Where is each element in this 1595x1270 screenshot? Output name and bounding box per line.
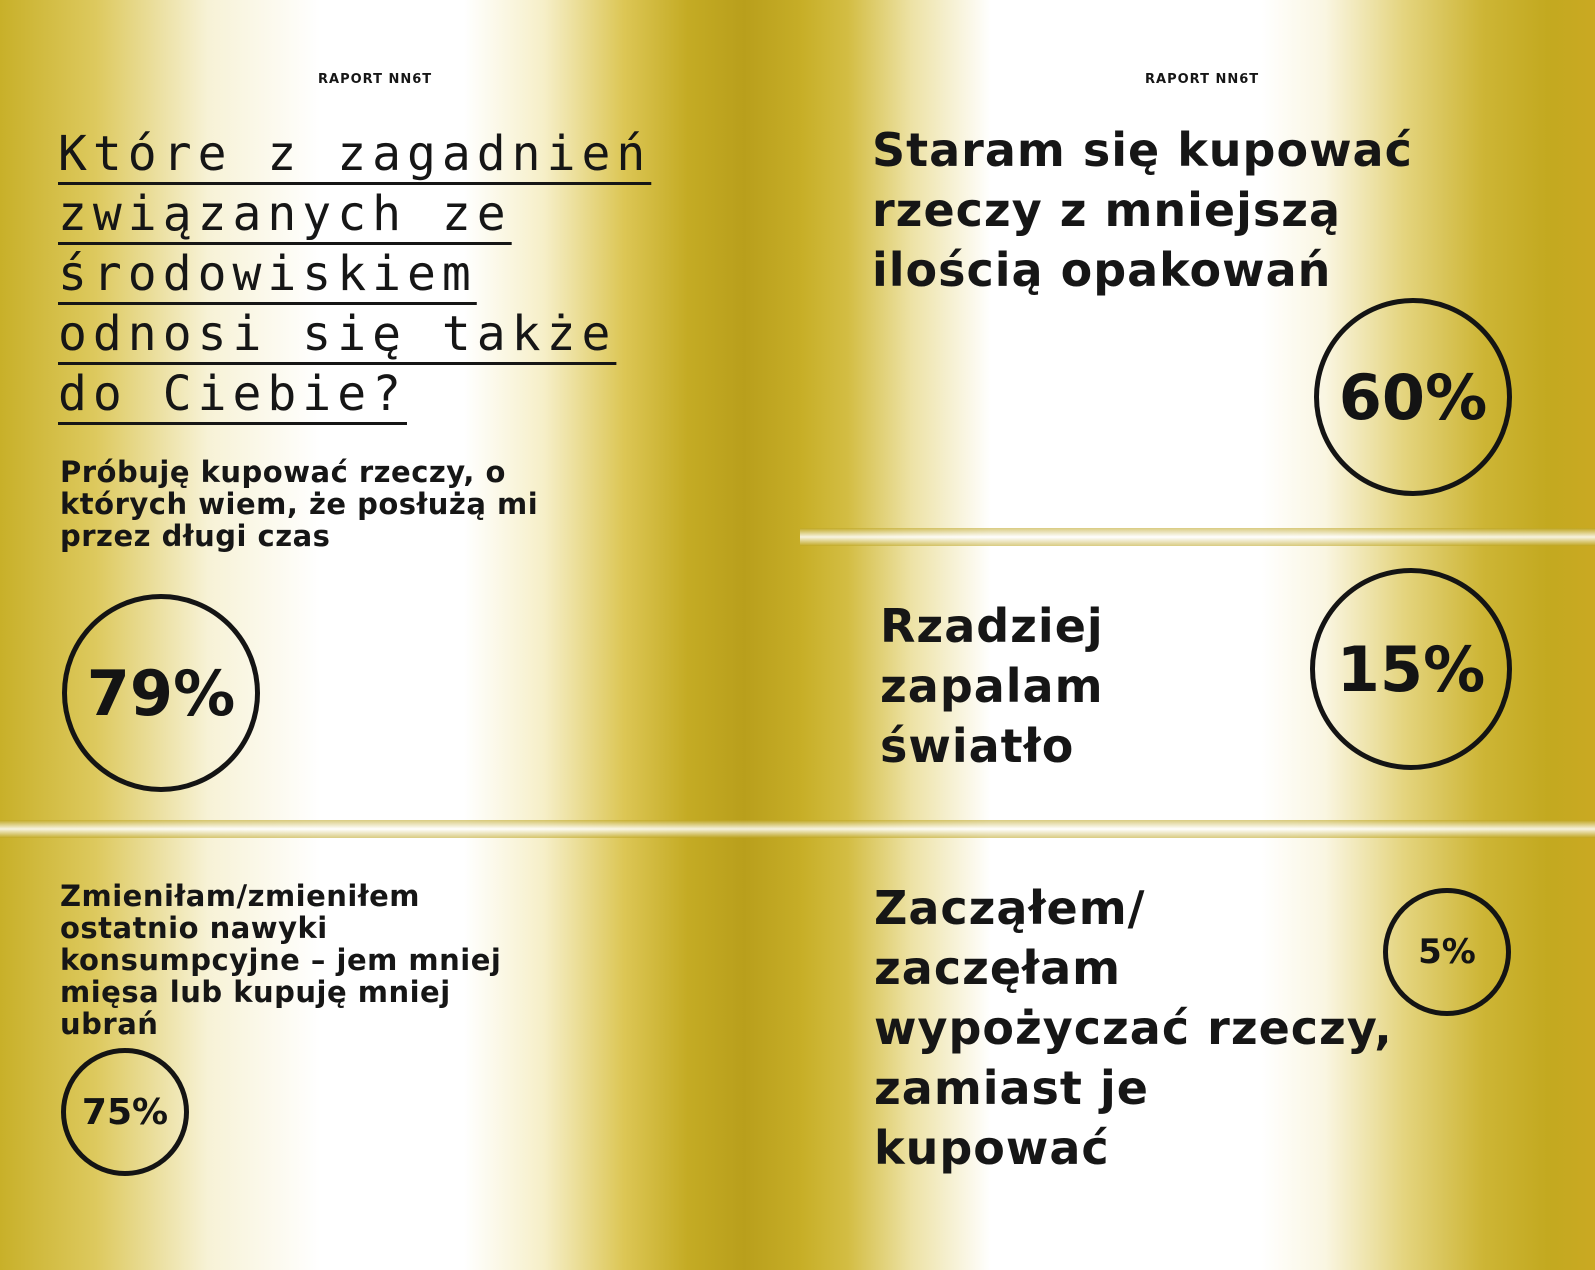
fold-line <box>800 528 1595 546</box>
question-line: związanych ze <box>58 186 512 242</box>
question-line: środowiskiem <box>58 246 477 302</box>
running-head: RAPORT NN6T <box>1145 72 1260 87</box>
right-page <box>800 0 1595 1270</box>
percent-value: 60% <box>1338 360 1488 434</box>
percent-value: 79% <box>86 656 236 730</box>
statement-long-lasting: Próbuję kupować rzeczy, o których wiem, że posłużą mi przez długi czas <box>60 455 539 553</box>
statement-less-packaging: Staram się kupować rzeczy z mniejszą ilością opakowań <box>872 123 1413 297</box>
percent-circle <box>1314 298 1512 496</box>
percent-value: 5% <box>1418 932 1476 972</box>
percent-circle <box>61 1048 189 1176</box>
percent-value: 15% <box>1336 632 1486 706</box>
percent-circle <box>62 594 260 792</box>
fold-line <box>0 820 1595 838</box>
question-line: odnosi się także <box>58 306 617 362</box>
question-line: do Ciebie? <box>58 366 407 422</box>
statement-renting: Zacząłem/ zaczęłam wypożyczać rzeczy, zamiast je kupować <box>874 881 1393 1175</box>
running-head: RAPORT NN6T <box>318 72 433 87</box>
survey-question <box>58 124 718 424</box>
percent-value: 75% <box>81 1091 169 1133</box>
question-line: Które z zagadnień <box>58 126 652 182</box>
statement-consumption-habits: Zmieniłam/zmieniłem ostatnio nawyki konsumpcyjne – jem mniej mięsa lub kupuję mniej ubrań <box>60 879 502 1041</box>
percent-circle <box>1383 888 1511 1016</box>
percent-circle <box>1310 568 1512 770</box>
statement-light: Rzadziej zapalam światło <box>880 599 1104 773</box>
